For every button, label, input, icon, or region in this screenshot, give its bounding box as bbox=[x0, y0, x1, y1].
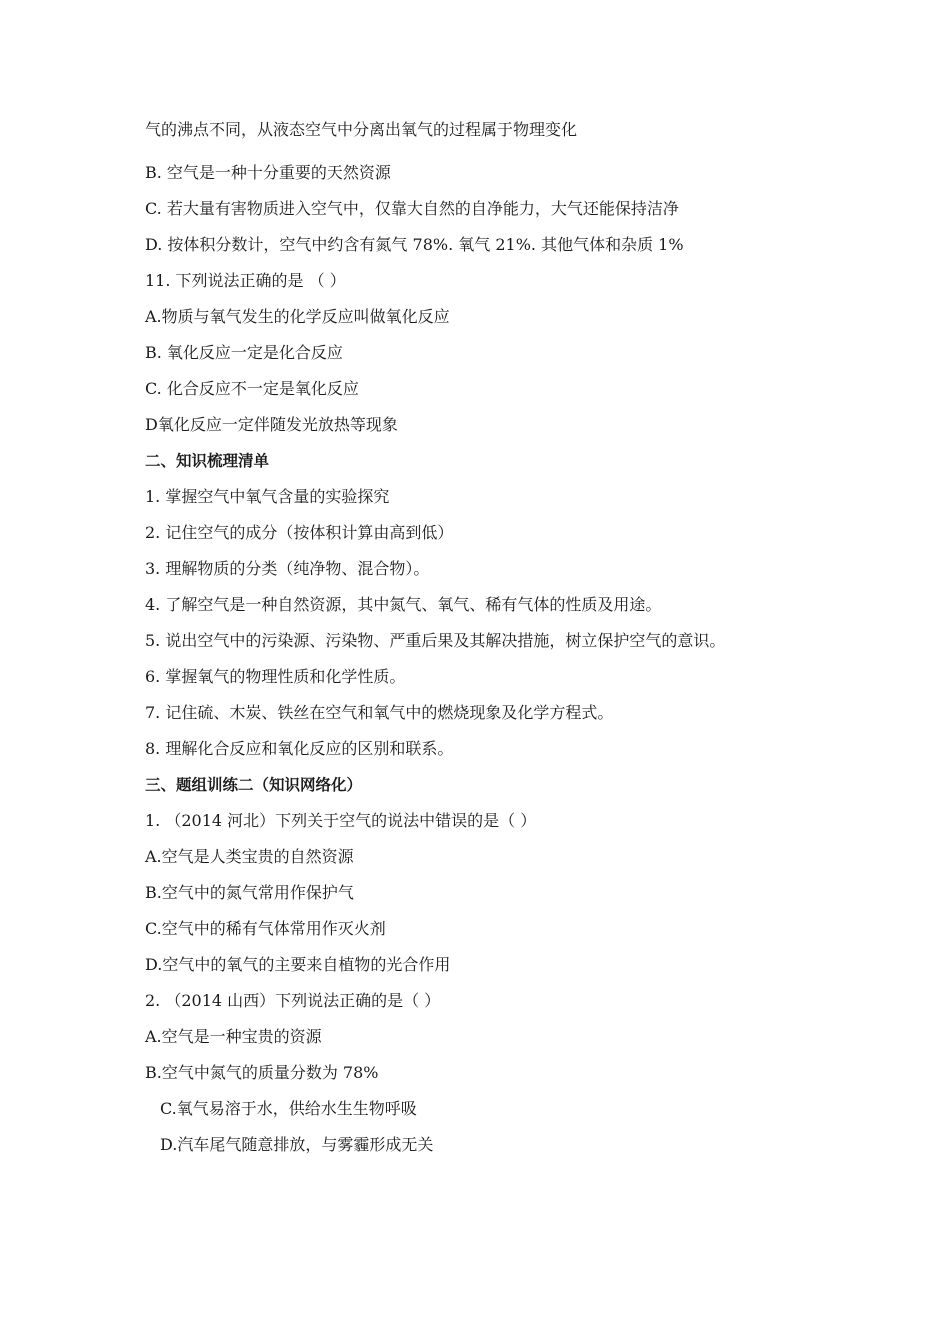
text-line: C. 若大量有害物质进入空气中，仅靠大自然的自净能力，大气还能保持洁净 bbox=[145, 199, 679, 218]
text-line: C. 化合反应不一定是氧化反应 bbox=[145, 379, 359, 398]
text-line: 3. 理解物质的分类（纯净物、混合物）。 bbox=[145, 559, 430, 578]
text-line: D氧化反应一定伴随发光放热等现象 bbox=[145, 415, 398, 434]
text-line: B. 氧化反应一定是化合反应 bbox=[145, 343, 343, 362]
text-line: D.空气中的氧气的主要来自植物的光合作用 bbox=[145, 955, 451, 974]
text-line: D. 按体积分数计，空气中约含有氮气 78%. 氧气 21%. 其他气体和杂质 1% bbox=[145, 235, 684, 254]
text-line: 1. （2014 河北）下列关于空气的说法中错误的是（ ） bbox=[145, 811, 537, 830]
text-line: 8. 理解化合反应和氧化反应的区别和联系。 bbox=[145, 739, 454, 758]
text-line: 6. 掌握氧气的物理性质和化学性质。 bbox=[145, 667, 406, 686]
text-line: A.空气是一种宝贵的资源 bbox=[145, 1027, 322, 1046]
text-line: 1. 掌握空气中氧气含量的实验探究 bbox=[145, 487, 390, 506]
text-line: 2. 记住空气的成分（按体积计算由高到低） bbox=[145, 523, 454, 542]
text-line: 4. 了解空气是一种自然资源，其中氮气、氧气、稀有气体的性质及用途。 bbox=[145, 595, 662, 614]
text-line: 11. 下列说法正确的是 （ ） bbox=[145, 271, 346, 290]
section-heading: 三、题组训练二（知识网络化） bbox=[145, 776, 363, 794]
text-line: A.空气是人类宝贵的自然资源 bbox=[145, 847, 354, 866]
text-line: 2. （2014 山西）下列说法正确的是（ ） bbox=[145, 991, 441, 1010]
text-line: C.空气中的稀有气体常用作灭火剂 bbox=[145, 919, 386, 938]
text-line: B. 空气是一种十分重要的天然资源 bbox=[145, 163, 391, 182]
text-line: 5. 说出空气中的污染源、污染物、严重后果及其解决措施，树立保护空气的意识。 bbox=[145, 631, 726, 650]
text-line: 7. 记住硫、木炭、铁丝在空气和氧气中的燃烧现象及化学方程式。 bbox=[145, 703, 614, 722]
text-line: D.汽车尾气随意排放，与雾霾形成无关 bbox=[160, 1135, 434, 1154]
text-line: C.氧气易溶于水，供给水生生物呼吸 bbox=[160, 1099, 417, 1118]
text-line: B.空气中氮气的质量分数为 78% bbox=[145, 1063, 379, 1082]
text-line: B.空气中的氮气常用作保护气 bbox=[145, 883, 354, 902]
text-line: A.物质与氧气发生的化学反应叫做氧化反应 bbox=[145, 307, 450, 326]
text-line: 气的沸点不同，从液态空气中分离出氧气的过程属于物理变化 bbox=[145, 120, 578, 139]
section-heading: 二、知识梳理清单 bbox=[145, 452, 270, 470]
